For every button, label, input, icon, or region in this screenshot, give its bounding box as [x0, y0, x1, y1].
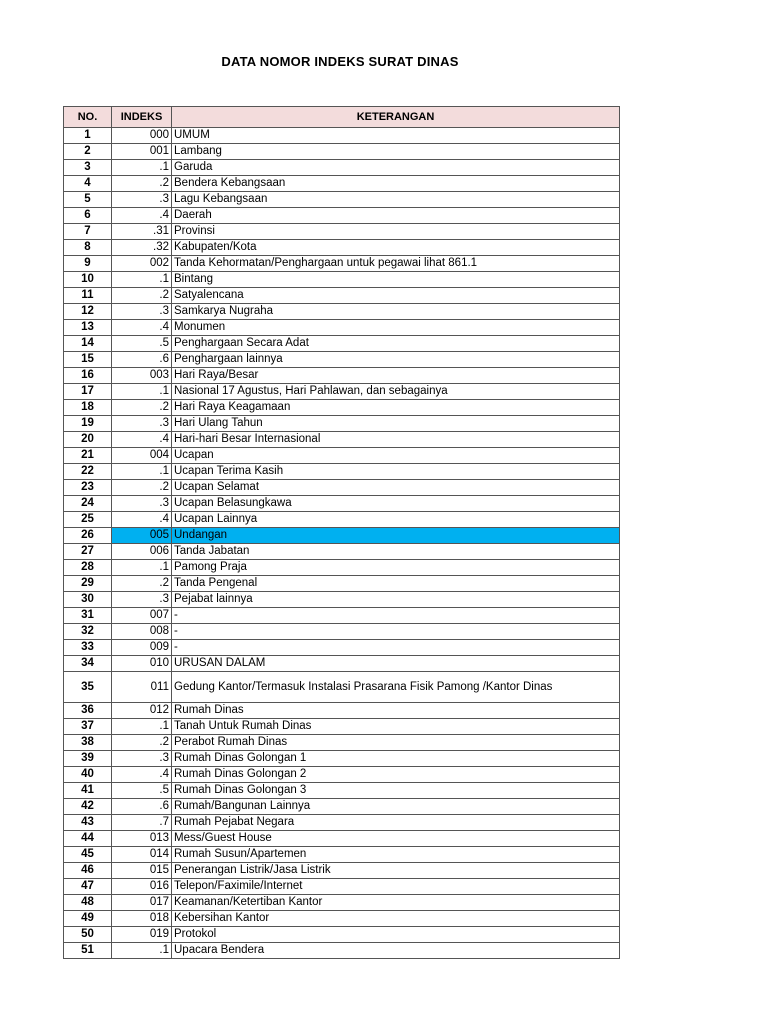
- row-no-cell: 7: [64, 224, 112, 240]
- row-keterangan-cell: Hari Raya Keagamaan: [172, 400, 620, 416]
- table-row: [64, 304, 620, 320]
- row-indeks-cell: .2: [112, 480, 172, 496]
- table-row: [64, 368, 620, 384]
- table-row: [64, 256, 620, 272]
- table-row: [64, 719, 620, 735]
- row-indeks-cell: .4: [112, 208, 172, 224]
- table-row: [64, 592, 620, 608]
- row-no-cell: 31: [64, 608, 112, 624]
- row-indeks-cell: .2: [112, 576, 172, 592]
- row-indeks-cell: .1: [112, 464, 172, 480]
- row-indeks-cell: .1: [112, 272, 172, 288]
- table-row: [64, 400, 620, 416]
- row-no-cell: 48: [64, 895, 112, 911]
- table-row: [64, 672, 620, 703]
- header-keterangan: KETERANGAN: [172, 107, 620, 128]
- table-row: [64, 352, 620, 368]
- row-indeks-cell: .32: [112, 240, 172, 256]
- row-indeks-cell: .1: [112, 560, 172, 576]
- row-no-cell: 50: [64, 927, 112, 943]
- row-indeks-cell: .3: [112, 751, 172, 767]
- row-no-cell: 30: [64, 592, 112, 608]
- row-keterangan-cell: Gedung Kantor/Termasuk Instalasi Prasarana Fisik Pamong /Kantor Dinas: [172, 672, 620, 703]
- row-keterangan-cell: Telepon/Faximile/Internet: [172, 879, 620, 895]
- row-keterangan-cell: Kebersihan Kantor: [172, 911, 620, 927]
- row-keterangan-cell: Rumah Dinas Golongan 3: [172, 783, 620, 799]
- row-keterangan-cell: Perabot Rumah Dinas: [172, 735, 620, 751]
- table-row: [64, 799, 620, 815]
- table-row: [64, 528, 620, 544]
- row-no-cell: 24: [64, 496, 112, 512]
- table-row: [64, 735, 620, 751]
- row-indeks-cell: 009: [112, 640, 172, 656]
- header-indeks: INDEKS: [112, 107, 172, 128]
- table-row: [64, 336, 620, 352]
- row-indeks-cell: .1: [112, 943, 172, 959]
- table-row: [64, 608, 620, 624]
- row-indeks-cell: .2: [112, 288, 172, 304]
- row-indeks-cell: .31: [112, 224, 172, 240]
- table-row: [64, 783, 620, 799]
- table-row: [64, 703, 620, 719]
- table-row: [64, 480, 620, 496]
- row-no-cell: 47: [64, 879, 112, 895]
- table-row: [64, 512, 620, 528]
- row-no-cell: 29: [64, 576, 112, 592]
- header-no: NO.: [64, 107, 112, 128]
- row-keterangan-cell: -: [172, 640, 620, 656]
- row-indeks-cell: .5: [112, 783, 172, 799]
- row-indeks-cell: 007: [112, 608, 172, 624]
- row-no-cell: 41: [64, 783, 112, 799]
- row-indeks-cell: 013: [112, 831, 172, 847]
- table-row: [64, 496, 620, 512]
- table-header-row: [64, 107, 620, 128]
- row-no-cell: 20: [64, 432, 112, 448]
- row-indeks-cell: 006: [112, 544, 172, 560]
- row-no-cell: 33: [64, 640, 112, 656]
- table-row: [64, 240, 620, 256]
- row-indeks-cell: .6: [112, 352, 172, 368]
- table-row: [64, 943, 620, 959]
- row-keterangan-cell: Provinsi: [172, 224, 620, 240]
- row-indeks-cell: 016: [112, 879, 172, 895]
- table-row: [64, 624, 620, 640]
- row-indeks-cell: .1: [112, 384, 172, 400]
- row-indeks-cell: 001: [112, 144, 172, 160]
- row-keterangan-cell: Kabupaten/Kota: [172, 240, 620, 256]
- row-no-cell: 46: [64, 863, 112, 879]
- row-keterangan-cell: Hari Ulang Tahun: [172, 416, 620, 432]
- row-keterangan-cell: Tanda Jabatan: [172, 544, 620, 560]
- table-row: [64, 320, 620, 336]
- row-no-cell: 4: [64, 176, 112, 192]
- row-keterangan-cell: Undangan: [172, 528, 620, 544]
- row-no-cell: 27: [64, 544, 112, 560]
- row-indeks-cell: 019: [112, 927, 172, 943]
- row-keterangan-cell: Ucapan Selamat: [172, 480, 620, 496]
- row-no-cell: 36: [64, 703, 112, 719]
- row-no-cell: 49: [64, 911, 112, 927]
- row-indeks-cell: .2: [112, 735, 172, 751]
- row-keterangan-cell: Satyalencana: [172, 288, 620, 304]
- row-keterangan-cell: Lambang: [172, 144, 620, 160]
- row-keterangan-cell: -: [172, 624, 620, 640]
- row-no-cell: 1: [64, 128, 112, 144]
- table-row: [64, 895, 620, 911]
- row-keterangan-cell: URUSAN DALAM: [172, 656, 620, 672]
- row-indeks-cell: 018: [112, 911, 172, 927]
- table-row: [64, 176, 620, 192]
- row-keterangan-cell: Penghargaan lainnya: [172, 352, 620, 368]
- row-indeks-cell: .3: [112, 304, 172, 320]
- row-no-cell: 14: [64, 336, 112, 352]
- row-keterangan-cell: Pejabat lainnya: [172, 592, 620, 608]
- row-indeks-cell: .1: [112, 160, 172, 176]
- row-indeks-cell: .6: [112, 799, 172, 815]
- row-keterangan-cell: Upacara Bendera: [172, 943, 620, 959]
- table-row: [64, 448, 620, 464]
- row-no-cell: 10: [64, 272, 112, 288]
- table-row: [64, 160, 620, 176]
- row-no-cell: 12: [64, 304, 112, 320]
- row-keterangan-cell: Rumah Dinas: [172, 703, 620, 719]
- row-keterangan-cell: Tanda Kehormatan/Penghargaan untuk pegawai lihat 861.1: [172, 256, 620, 272]
- row-keterangan-cell: Rumah Dinas Golongan 2: [172, 767, 620, 783]
- table-row: [64, 224, 620, 240]
- row-no-cell: 19: [64, 416, 112, 432]
- row-indeks-cell: 010: [112, 656, 172, 672]
- table-row: [64, 640, 620, 656]
- table-row: [64, 384, 620, 400]
- row-keterangan-cell: Penerangan Listrik/Jasa Listrik: [172, 863, 620, 879]
- row-no-cell: 16: [64, 368, 112, 384]
- row-indeks-cell: 002: [112, 256, 172, 272]
- row-no-cell: 45: [64, 847, 112, 863]
- table-row: [64, 863, 620, 879]
- row-keterangan-cell: Protokol: [172, 927, 620, 943]
- table-row: [64, 192, 620, 208]
- row-no-cell: 5: [64, 192, 112, 208]
- row-no-cell: 35: [64, 672, 112, 703]
- row-keterangan-cell: Penghargaan Secara Adat: [172, 336, 620, 352]
- row-no-cell: 6: [64, 208, 112, 224]
- row-keterangan-cell: Tanda Pengenal: [172, 576, 620, 592]
- row-indeks-cell: .2: [112, 400, 172, 416]
- row-no-cell: 17: [64, 384, 112, 400]
- row-no-cell: 3: [64, 160, 112, 176]
- row-no-cell: 28: [64, 560, 112, 576]
- table-row: [64, 464, 620, 480]
- row-keterangan-cell: Rumah Dinas Golongan 1: [172, 751, 620, 767]
- table-row: [64, 815, 620, 831]
- row-indeks-cell: 017: [112, 895, 172, 911]
- row-keterangan-cell: Rumah Pejabat Negara: [172, 815, 620, 831]
- row-no-cell: 37: [64, 719, 112, 735]
- row-keterangan-cell: Bintang: [172, 272, 620, 288]
- table-row: [64, 144, 620, 160]
- index-table: [63, 106, 620, 959]
- table-row: [64, 128, 620, 144]
- row-no-cell: 2: [64, 144, 112, 160]
- row-keterangan-cell: Ucapan: [172, 448, 620, 464]
- row-keterangan-cell: Ucapan Terima Kasih: [172, 464, 620, 480]
- table-row: [64, 767, 620, 783]
- row-no-cell: 51: [64, 943, 112, 959]
- row-indeks-cell: 015: [112, 863, 172, 879]
- row-no-cell: 26: [64, 528, 112, 544]
- row-indeks-cell: .4: [112, 767, 172, 783]
- row-keterangan-cell: Keamanan/Ketertiban Kantor: [172, 895, 620, 911]
- row-indeks-cell: 005: [112, 528, 172, 544]
- row-indeks-cell: 011: [112, 672, 172, 703]
- row-indeks-cell: 000: [112, 128, 172, 144]
- row-no-cell: 8: [64, 240, 112, 256]
- row-keterangan-cell: Ucapan Belasungkawa: [172, 496, 620, 512]
- table-row: [64, 879, 620, 895]
- table-row: [64, 751, 620, 767]
- row-no-cell: 40: [64, 767, 112, 783]
- row-indeks-cell: 008: [112, 624, 172, 640]
- row-indeks-cell: .3: [112, 416, 172, 432]
- table-row: [64, 544, 620, 560]
- row-indeks-cell: 012: [112, 703, 172, 719]
- row-keterangan-cell: Bendera Kebangsaan: [172, 176, 620, 192]
- row-no-cell: 13: [64, 320, 112, 336]
- row-indeks-cell: .4: [112, 512, 172, 528]
- document-title: DATA NOMOR INDEKS SURAT DINAS: [221, 54, 459, 69]
- row-no-cell: 15: [64, 352, 112, 368]
- row-no-cell: 43: [64, 815, 112, 831]
- table-row: [64, 432, 620, 448]
- table-row: [64, 911, 620, 927]
- row-keterangan-cell: Daerah: [172, 208, 620, 224]
- table-row: [64, 831, 620, 847]
- table-row: [64, 927, 620, 943]
- row-no-cell: 38: [64, 735, 112, 751]
- row-indeks-cell: .1: [112, 719, 172, 735]
- row-keterangan-cell: Rumah/Bangunan Lainnya: [172, 799, 620, 815]
- row-indeks-cell: .5: [112, 336, 172, 352]
- table-row: [64, 560, 620, 576]
- row-keterangan-cell: Rumah Susun/Apartemen: [172, 847, 620, 863]
- row-keterangan-cell: Pamong Praja: [172, 560, 620, 576]
- row-no-cell: 11: [64, 288, 112, 304]
- row-indeks-cell: 004: [112, 448, 172, 464]
- row-no-cell: 18: [64, 400, 112, 416]
- row-no-cell: 9: [64, 256, 112, 272]
- row-indeks-cell: .4: [112, 432, 172, 448]
- table-row: [64, 656, 620, 672]
- table-row: [64, 208, 620, 224]
- row-keterangan-cell: Samkarya Nugraha: [172, 304, 620, 320]
- row-indeks-cell: .3: [112, 192, 172, 208]
- row-keterangan-cell: Mess/Guest House: [172, 831, 620, 847]
- table-body: [64, 128, 620, 959]
- row-no-cell: 21: [64, 448, 112, 464]
- row-no-cell: 23: [64, 480, 112, 496]
- row-keterangan-cell: Nasional 17 Agustus, Hari Pahlawan, dan sebagainya: [172, 384, 620, 400]
- row-no-cell: 25: [64, 512, 112, 528]
- row-no-cell: 39: [64, 751, 112, 767]
- row-keterangan-cell: Garuda: [172, 160, 620, 176]
- row-keterangan-cell: Monumen: [172, 320, 620, 336]
- row-keterangan-cell: Tanah Untuk Rumah Dinas: [172, 719, 620, 735]
- row-indeks-cell: 003: [112, 368, 172, 384]
- table-row: [64, 288, 620, 304]
- row-indeks-cell: .3: [112, 592, 172, 608]
- row-keterangan-cell: Hari-hari Besar Internasional: [172, 432, 620, 448]
- table-row: [64, 272, 620, 288]
- table-row: [64, 847, 620, 863]
- row-indeks-cell: .4: [112, 320, 172, 336]
- row-indeks-cell: .7: [112, 815, 172, 831]
- row-keterangan-cell: Hari Raya/Besar: [172, 368, 620, 384]
- row-no-cell: 42: [64, 799, 112, 815]
- table-row: [64, 416, 620, 432]
- row-keterangan-cell: -: [172, 608, 620, 624]
- table-row: [64, 576, 620, 592]
- row-keterangan-cell: UMUM: [172, 128, 620, 144]
- row-indeks-cell: .3: [112, 496, 172, 512]
- row-keterangan-cell: Lagu Kebangsaan: [172, 192, 620, 208]
- row-no-cell: 44: [64, 831, 112, 847]
- row-no-cell: 32: [64, 624, 112, 640]
- row-indeks-cell: 014: [112, 847, 172, 863]
- row-no-cell: 34: [64, 656, 112, 672]
- row-no-cell: 22: [64, 464, 112, 480]
- row-keterangan-cell: Ucapan Lainnya: [172, 512, 620, 528]
- row-indeks-cell: .2: [112, 176, 172, 192]
